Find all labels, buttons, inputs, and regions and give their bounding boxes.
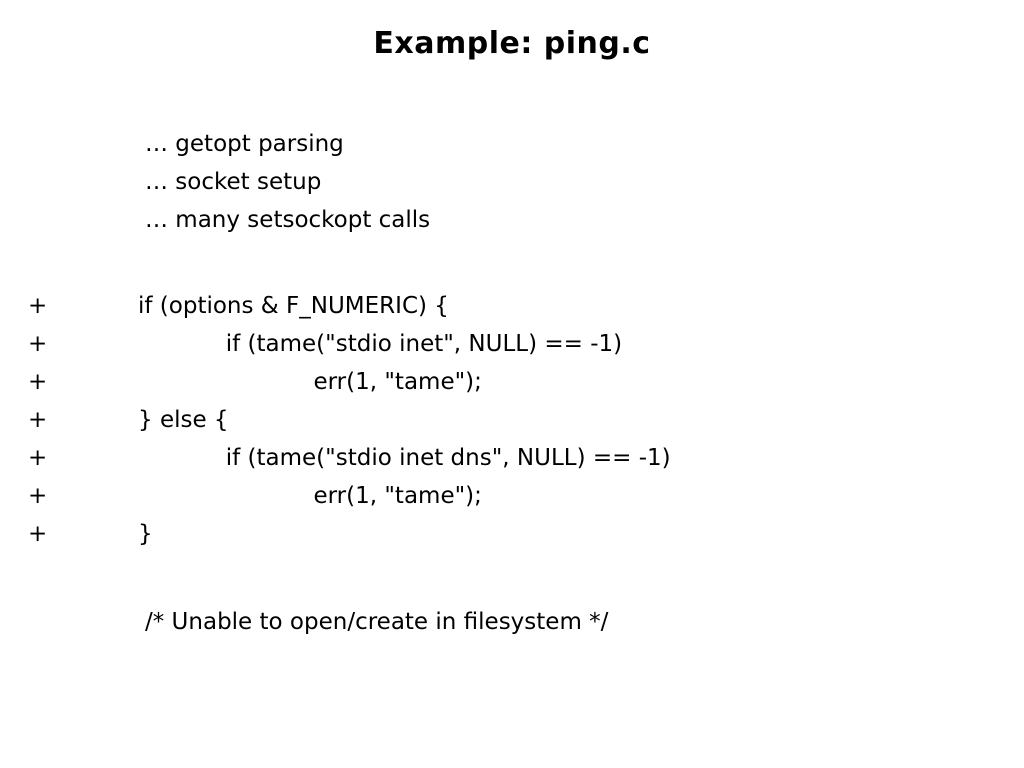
code-line-text: err(1, "tame"); — [138, 369, 482, 395]
code-listing — [0, 287, 1024, 553]
diff-add-marker: + — [28, 293, 48, 319]
code-line-text: if (tame("stdio inet dns", NULL) == -1) — [138, 445, 671, 471]
code-line — [0, 477, 1024, 515]
diff-add-marker: + — [28, 445, 48, 471]
list-item: … getopt parsing — [145, 131, 344, 157]
intro-list — [145, 125, 1024, 239]
code-line — [0, 363, 1024, 401]
code-line-text: if (options & F_NUMERIC) { — [138, 293, 449, 319]
code-line — [0, 401, 1024, 439]
code-line — [0, 515, 1024, 553]
code-line-text: } else { — [138, 407, 229, 433]
page-title: Example: ping.c — [373, 26, 651, 61]
code-line-text: } — [138, 521, 153, 547]
code-comment: /* Unable to open/create in filesystem */ — [145, 609, 609, 635]
diff-add-marker: + — [28, 521, 48, 547]
list-item: … socket setup — [145, 169, 322, 195]
diff-add-marker: + — [28, 331, 48, 357]
diff-add-marker: + — [28, 369, 48, 395]
code-line-text: err(1, "tame"); — [138, 483, 482, 509]
diff-add-marker: + — [28, 483, 48, 509]
code-line — [0, 325, 1024, 363]
slide-body — [0, 125, 1024, 641]
code-line — [0, 287, 1024, 325]
code-line-text: if (tame("stdio inet", NULL) == -1) — [138, 331, 623, 357]
code-line — [0, 439, 1024, 477]
diff-add-marker: + — [28, 407, 48, 433]
list-item: … many setsockopt calls — [145, 207, 431, 233]
